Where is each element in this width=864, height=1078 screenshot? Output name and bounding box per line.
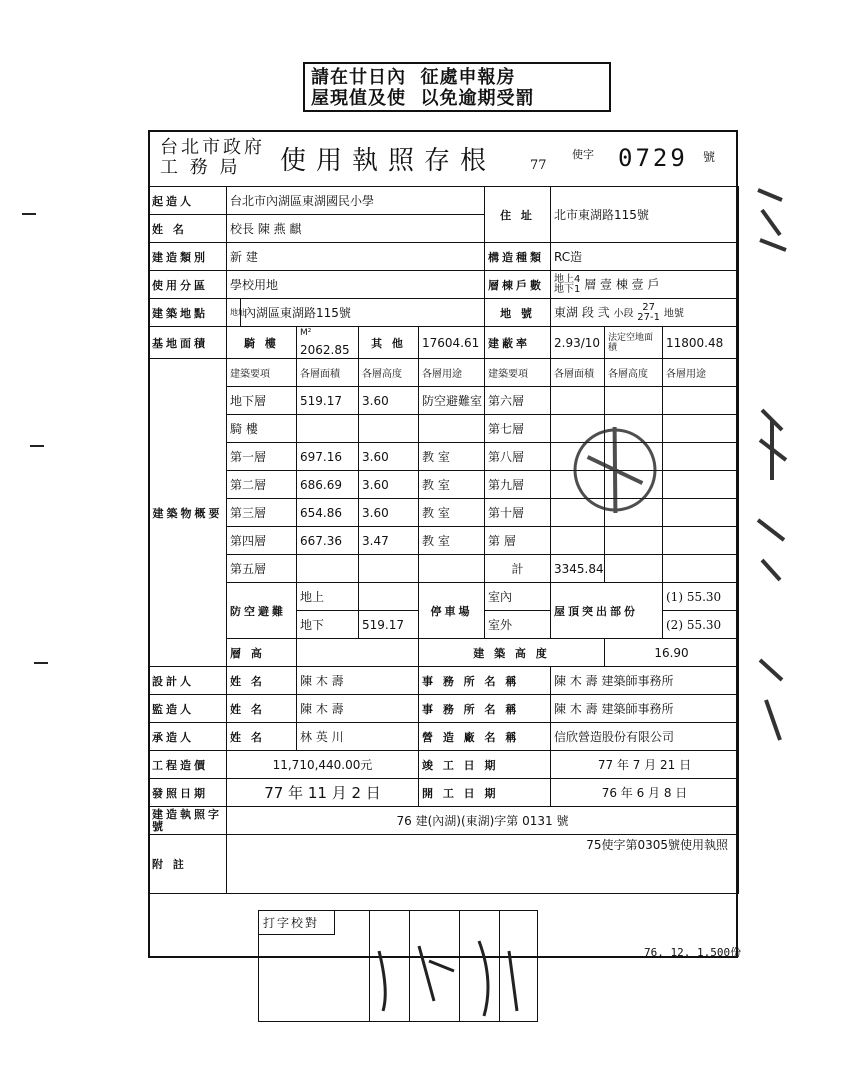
use-4: 教 室 (419, 527, 485, 555)
lot-suffix: 地號 (663, 308, 684, 319)
col-height-right: 各層高度 (605, 359, 663, 387)
site-sub-label: 地址 (227, 299, 241, 327)
coverage-value: 2.93/10 (551, 327, 605, 359)
floor-arcade: 騎 樓 (227, 415, 297, 443)
floors-below: 地下1 (554, 283, 581, 295)
floor-6: 第六層 (485, 387, 551, 415)
height-2: 3.60 (359, 471, 419, 499)
col-area-right: 各層面積 (551, 359, 605, 387)
permit-value: 76 建(內湖)(東湖)字第 0131 號 (227, 807, 739, 835)
completion-label: 竣 工 日 期 (419, 751, 551, 779)
floor-3: 第三層 (227, 499, 297, 527)
floors-label: 層棟戶數 (485, 271, 551, 299)
remarks-value: 75使字第0305號使用執照 (227, 835, 739, 894)
lot-label: 地 號 (485, 299, 551, 327)
owner-label: 起造人 (149, 187, 227, 215)
start-date-value: 76 年 6 月 8 日 (551, 779, 739, 807)
other-label: 其 他 (359, 327, 419, 359)
col-height-left: 各層高度 (359, 359, 419, 387)
permit-table (148, 186, 739, 894)
supervisor-value: 陳 木 壽 (297, 695, 419, 723)
supervisor-office-value: 陳 木 壽 建築師事務所 (551, 695, 739, 723)
lot-value (551, 299, 739, 327)
page-title: 使用執照存根 (280, 146, 497, 176)
height-3: 3.60 (359, 499, 419, 527)
supervisor-label: 監造人 (149, 695, 227, 723)
margin-mark (34, 662, 48, 664)
coverage-label: 建蔽率 (485, 327, 551, 359)
parking-label: 停車場 (419, 583, 485, 639)
height-1: 3.60 (359, 443, 419, 471)
area-2: 686.69 (297, 471, 359, 499)
arcade-area: $^{M^2}$ 2062.85 (297, 327, 359, 359)
lot-section: 東湖 段 弐 (554, 305, 610, 319)
floor-9: 第九層 (485, 471, 551, 499)
site-value: 內湖區東湖路115號 (241, 299, 485, 327)
height-b1: 3.60 (359, 387, 419, 415)
total-area: 3345.84 (551, 555, 605, 583)
signature-icon (359, 931, 529, 1021)
use-1: 教 室 (419, 443, 485, 471)
floor-8: 第八層 (485, 443, 551, 471)
height-4: 3.47 (359, 527, 419, 555)
floors-text: 層 壹 棟 壹 戶 (584, 277, 660, 291)
col-item-left: 建築要項 (227, 359, 297, 387)
issue-date-value: 77 年 11 月 2 日 (227, 779, 419, 807)
other-area: 17604.61 (419, 327, 485, 359)
table-row (149, 527, 739, 555)
margin-mark (22, 213, 36, 215)
notice-line2: 屋現值及使 (311, 88, 406, 109)
designer-value: 陳 木 壽 (297, 667, 419, 695)
floor-5: 第五層 (227, 555, 297, 583)
floor-1: 第一層 (227, 443, 297, 471)
permit-suffix: 號 (703, 150, 716, 164)
floor-2: 第二層 (227, 471, 297, 499)
contractor-label: 承造人 (149, 723, 227, 751)
floor-b1: 地下層 (227, 387, 297, 415)
zone-value: 學校用地 (227, 271, 485, 299)
cost-label: 工程造價 (149, 751, 227, 779)
issue-date-label: 發照日期 (149, 779, 227, 807)
building-section-label: 建築物概要 (149, 359, 227, 667)
proofread-label: 打字校對 (259, 911, 335, 935)
designer-office-label: 事 務 所 名 稱 (419, 667, 551, 695)
roof-label: 屋頂突出部份 (551, 583, 663, 639)
permit-number: 0729 (618, 144, 688, 172)
legal-area-value: 11800.48 (663, 327, 739, 359)
build-type-label: 建造類別 (149, 243, 227, 271)
parking-in-label: 室內 (485, 583, 551, 611)
shelter-below-label: 地下 (297, 611, 359, 639)
notice-line3: 征處申報房 (420, 67, 516, 88)
notice-line4: 以免逾期受罰 (420, 88, 535, 109)
margin-mark (30, 445, 44, 447)
base-area-label: 基地面積 (149, 327, 227, 359)
proofread-box (258, 910, 538, 1022)
cost-value: 11,710,440.00元 (227, 751, 419, 779)
handwriting-icon (752, 180, 792, 880)
structure-label: 構造種類 (485, 243, 551, 271)
contractor-name-label: 姓 名 (227, 723, 297, 751)
floor-7: 第七層 (485, 415, 551, 443)
use-3: 教 室 (419, 499, 485, 527)
notice-box (303, 62, 611, 112)
print-note: 76. 12. 1,500份 (644, 946, 742, 959)
area-1: 697.16 (297, 443, 359, 471)
designer-label: 設計人 (149, 667, 227, 695)
owner-name-label: 姓 名 (149, 215, 227, 243)
zone-label: 使用分區 (149, 271, 227, 299)
area-b1: 519.17 (297, 387, 359, 415)
shelter-below-area: 519.17 (359, 611, 419, 639)
arcade-label: 騎 樓 (227, 327, 297, 359)
contractor-company-value: 信欣營造股份有限公司 (551, 723, 739, 751)
lot-number-top: 27 (642, 301, 656, 313)
structure-value: RC造 (551, 243, 739, 271)
designer-name-label: 姓 名 (227, 667, 297, 695)
completion-value: 77 年 7 月 21 日 (551, 751, 739, 779)
notice-line1: 請在廿日內 (311, 67, 406, 88)
build-type-value: 新 建 (227, 243, 485, 271)
area-3: 654.86 (297, 499, 359, 527)
floors-high-label: 層 高 (227, 639, 297, 667)
permit-prefix: 使字 (572, 148, 594, 161)
form-header (148, 130, 738, 186)
floors-value (551, 271, 739, 299)
agency: 台北市政府 工 務 局 (160, 137, 265, 178)
margin-handwriting (752, 180, 792, 899)
area-4: 667.36 (297, 527, 359, 555)
contractor-company-label: 營 造 廠 名 稱 (419, 723, 551, 751)
parking-out-label: 室外 (485, 611, 551, 639)
start-date-label: 開 工 日 期 (419, 779, 551, 807)
lot-small-label: 小段 (613, 308, 634, 319)
total-label: 計 (485, 555, 551, 583)
address-value: 北市東湖路115號 (551, 187, 739, 243)
table-row (149, 555, 739, 583)
building-height-label: 建 築 高 度 (419, 639, 605, 667)
floors-above: 地上4 (554, 273, 581, 285)
col-use-right: 各層用途 (663, 359, 739, 387)
permit-label: 建造執照字號 (149, 807, 227, 835)
supervisor-name-label: 姓 名 (227, 695, 297, 723)
roof-2: (2) 55.30 (663, 611, 739, 639)
shelter-label: 防空避難 (227, 583, 297, 639)
col-item-right: 建築要項 (485, 359, 551, 387)
use-2: 教 室 (419, 471, 485, 499)
use-b1: 防空避難室 (419, 387, 485, 415)
designer-office-value: 陳 木 壽 建築師事務所 (551, 667, 739, 695)
legal-area-label: 法定空地面積 (605, 327, 663, 359)
address-label: 住 址 (485, 187, 551, 243)
building-height-value: 16.90 (605, 639, 739, 667)
owner-value: 台北市內湖區東湖國民小學 (227, 187, 485, 215)
site-label: 建築地點 (149, 299, 227, 327)
col-use-left: 各層用途 (419, 359, 485, 387)
remarks-label: 附 註 (149, 835, 227, 894)
contractor-value: 林 英 川 (297, 723, 419, 751)
roof-1: (1) 55.30 (663, 583, 739, 611)
floor-4: 第四層 (227, 527, 297, 555)
floor-n: 第 層 (485, 527, 551, 555)
lot-number: 27-1 (637, 311, 660, 323)
owner-rep-value: 校長 陳 燕 麒 (227, 215, 485, 243)
floor-10: 第十層 (485, 499, 551, 527)
supervisor-office-label: 事 務 所 名 稱 (419, 695, 551, 723)
shelter-above-label: 地上 (297, 583, 359, 611)
col-area-left: 各層面積 (297, 359, 359, 387)
series-number: 77 (530, 158, 547, 173)
